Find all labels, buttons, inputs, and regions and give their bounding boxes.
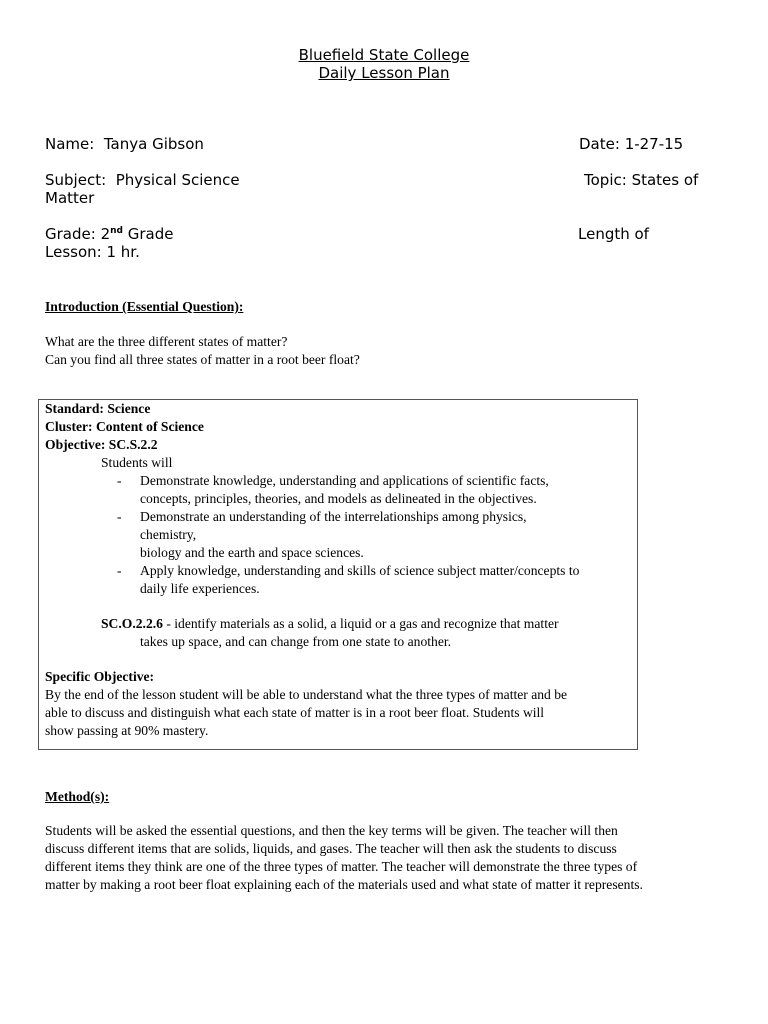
grade-suffix: nd xyxy=(110,226,123,236)
grade-row xyxy=(45,225,174,243)
length-label-part1: Length of xyxy=(578,225,649,243)
subject-row xyxy=(45,171,240,189)
specific-line-2: able to discuss and distinguish what each state of matter is in a root beer float. Students will xyxy=(45,705,545,720)
sco-text-1: - identify materials as a solid, a liquid or a gas and recognize that matter xyxy=(162,616,559,631)
question-2: Can you find all three states of matter in a root beer float? xyxy=(45,352,360,367)
grade-label: Grade: xyxy=(45,225,96,243)
methods-line-3: different items they think are one of the three types of matter. The teacher will demonstrate the three types of xyxy=(45,859,638,874)
length-row xyxy=(45,243,140,261)
topic-value-part1: States of xyxy=(631,171,699,189)
students-will: Students will xyxy=(101,455,173,470)
methods-line-1: Students will be asked the essential questions, and then the key terms will be given. The teacher will then xyxy=(45,823,618,838)
introduction-heading: Introduction (Essential Question): xyxy=(45,299,244,314)
bullet-3-line-1: Apply knowledge, understanding and skills of science subject matter/concepts to xyxy=(140,563,580,578)
methods-heading: Method(s): xyxy=(45,789,110,804)
specific-line-3: show passing at 90% mastery. xyxy=(45,723,209,738)
bullet-dash-1: - xyxy=(117,473,122,488)
subject-value: Physical Science xyxy=(115,171,240,189)
question-1: What are the three different states of matter? xyxy=(45,334,288,349)
sco-line-2: takes up space, and can change from one state to another. xyxy=(140,634,452,649)
name-label: Name: xyxy=(45,135,95,153)
grade-word: Grade xyxy=(127,225,174,243)
length-label-part2: Lesson: xyxy=(45,243,102,261)
objective-label: Objective: SC.S.2.2 xyxy=(45,437,158,452)
cluster-label: Cluster: Content of Science xyxy=(45,419,204,434)
grade-number: 2 xyxy=(100,225,111,243)
bullet-2-line-2: chemistry, xyxy=(140,527,197,542)
specific-line-1: By the end of the lesson student will be able to understand what the three types of matter and be xyxy=(45,687,568,702)
sco-line-1 xyxy=(101,616,559,632)
college-title: Bluefield State College xyxy=(298,46,470,64)
topic-label: Topic: xyxy=(584,171,627,189)
bullet-2-line-3: biology and the earth and space sciences. xyxy=(140,545,364,560)
topic-value-part2: Matter xyxy=(45,189,95,207)
date-label: Date: xyxy=(579,135,620,153)
bullet-dash-2: - xyxy=(117,509,122,524)
standard-label: Standard: Science xyxy=(45,401,151,416)
subject-label: Subject: xyxy=(45,171,107,189)
name-value: Tanya Gibson xyxy=(103,135,204,153)
bullet-3-line-2: daily life experiences. xyxy=(140,581,260,596)
bullet-1-line-1: Demonstrate knowledge, understanding and applications of scientific facts, xyxy=(140,473,549,488)
topic-row xyxy=(584,171,698,189)
name-row xyxy=(45,135,204,153)
date-value: 1-27-15 xyxy=(624,135,684,153)
bullet-dash-3: - xyxy=(117,563,122,578)
bullet-2-line-1: Demonstrate an understanding of the interrelationships among physics, xyxy=(140,509,527,524)
standard-box xyxy=(38,399,638,750)
specific-objective-heading: Specific Objective: xyxy=(45,669,155,684)
document-title: Daily Lesson Plan xyxy=(318,64,450,82)
methods-line-4: matter by making a root beer float explaining each of the materials used and what state of matter it represents. xyxy=(45,877,643,892)
sco-code: SC.O.2.2.6 xyxy=(101,616,163,631)
date-row xyxy=(579,135,683,153)
length-value: 1 hr. xyxy=(106,243,140,261)
methods-line-2: discuss different items that are solids, liquids, and gases. The teacher will then ask the students to discuss xyxy=(45,841,617,856)
bullet-1-line-2: concepts, principles, theories, and models as delineated in the objectives. xyxy=(140,491,537,506)
